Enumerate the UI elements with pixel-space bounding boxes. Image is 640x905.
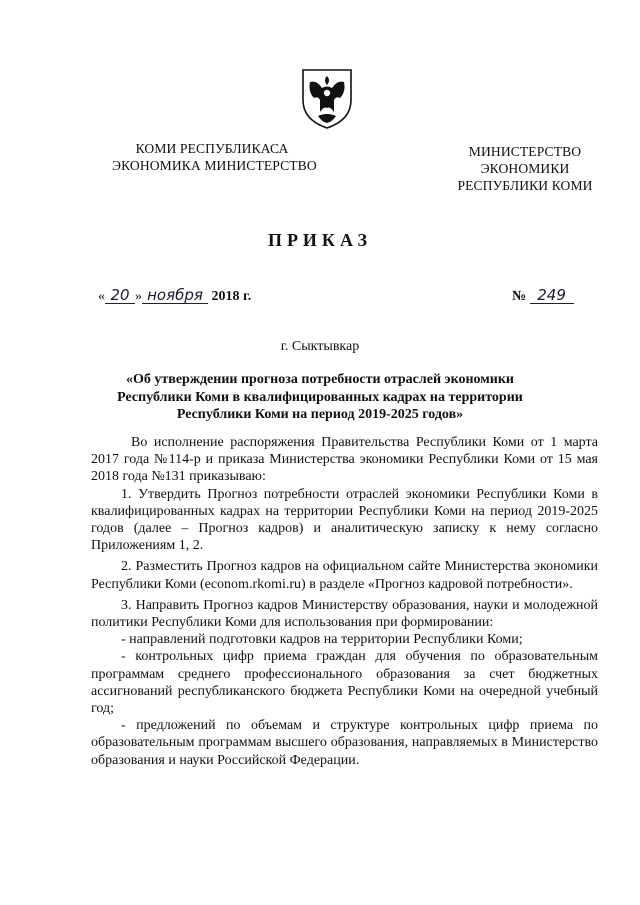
item-1: 1. Утвердить Прогноз потребности отраслей экономики Республики Коми в квалифицированных кадрах на территории Республики Коми на период 2019-2025 годов (далее – Прогноз кадров) и аналитическую записку к нему согласно Приложениям 1, 2. [91, 486, 598, 554]
date-close-quote: » [135, 289, 142, 304]
header-left [112, 140, 317, 174]
document-title: ПРИКАЗ [267, 230, 373, 250]
number-prefix: № [512, 289, 527, 304]
date-month: ноября [142, 287, 208, 304]
header-right [450, 143, 600, 194]
header-left-line-1: КОМИ РЕСПУБЛИКАСА [135, 141, 289, 156]
header-left-line-2: ЭКОНОМИКА МИНИСТЕРСТВО [112, 158, 317, 173]
city: г. Сыктывкар [280, 339, 360, 354]
order-body [91, 434, 598, 769]
number-value: 249 [530, 287, 574, 304]
bullet-2: - контрольных цифр приема граждан для обучения по образовательным программам среднего профессионального образования за счет бюджетных ассигнований республиканского бюджета Республики Коми на очередной учебный год; [91, 649, 598, 717]
order-date [98, 287, 251, 305]
bullet-3: - предложений по объемам и структуре контрольных цифр приема по образовательным программам высшего образования, направляемых в Министерство образования и науки Российской Федерации. [91, 718, 598, 768]
header-right-line-3: РЕСПУБЛИКИ КОМИ [457, 178, 593, 193]
header-right-line-2: ЭКОНОМИКИ [480, 161, 570, 176]
header-right-line-1: МИНИСТЕРСТВО [468, 144, 582, 159]
item-2: 2. Разместить Прогноз кадров на официальном сайте Министерства экономики Республики Коми (econom.rkomi.ru) в разделе «Прогноз кадровой потребности». [91, 559, 598, 592]
item-3: 3. Направить Прогноз кадров Министерству образования, науки и молодежной политики Республики Коми для использования при формировании: [91, 597, 598, 631]
bullet-1: - направлений подготовки кадров на территории Республики Коми; [121, 632, 523, 648]
date-day: 20 [105, 287, 135, 304]
komi-coat-of-arms-icon [300, 66, 354, 130]
order-subject: «Об утверждении прогноза потребности отраслей экономики Республики Коми в квалифицированных кадрах на территории Республики Коми на период 2019-2025 годов» [117, 372, 523, 422]
date-year: 2018 г. [211, 289, 252, 304]
intro-paragraph: Во исполнение распоряжения Правительства Республики Коми от 1 марта 2017 года №114-р и приказа Министерства экономики Республики Коми от 15 мая 2018 года №131 приказываю: [91, 435, 598, 485]
order-number [512, 287, 574, 305]
date-open-quote: « [98, 289, 105, 304]
